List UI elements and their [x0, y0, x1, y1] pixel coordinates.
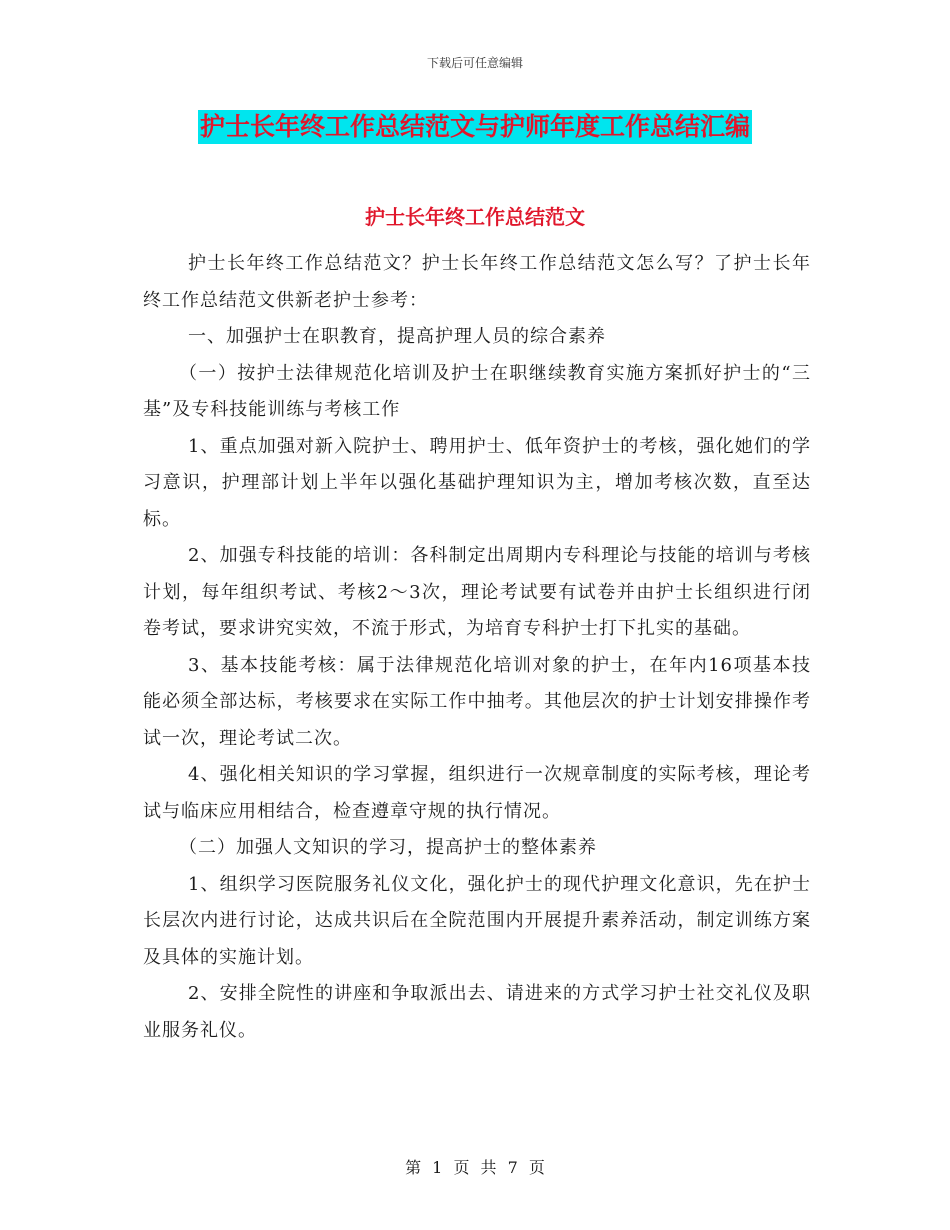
header-note: 下载后可任意编辑: [426, 56, 523, 70]
page-footer: 第 1 页 共 7 页: [405, 1158, 545, 1177]
section-title: 护士长年终工作总结范文: [365, 205, 585, 229]
paragraph-item-5: 1、组织学习医院服务礼仪文化，强化护士的现代护理文化意识，先在护士长层次内进行讨论，达成共识后在全院范围内开展提升素养活动，制定训练方案及具体的实施计划。: [143, 873, 811, 968]
document-body: [143, 246, 811, 1049]
paragraph-item-3: 3、基本技能考核：属于法律规范化培训对象的护士，在年内16项基本技能必须全部达标，考核要求在实际工作中抽考。其他层次的护士计划安排操作考试一次，理论考试二次。: [143, 654, 811, 749]
paragraph-item-2: 2、加强专科技能的培训：各科制定出周期内专科理论与技能的培训与考核计划，每年组织考试、考核2～3次，理论考试要有试卷并由护士长组织进行闭卷考试，要求讲究实效，不流于形式，为培育专科护士打下扎实的基础。: [143, 545, 811, 639]
paragraph-item-6: 2、安排全院性的讲座和争取派出去、请进来的方式学习护士社交礼仪及职业服务礼仪。: [143, 983, 811, 1041]
main-title-container: [0, 110, 950, 144]
paragraph-item-1: 1、重点加强对新入院护士、聘用护士、低年资护士的考核，强化她们的学习意识，护理部计划上半年以强化基础护理知识为主，增加考核次数，直至达标。: [143, 435, 811, 530]
paragraph-subheading-1: （一）按护士法律规范化培训及护士在职继续教育实施方案抓好护士的“三基”及专科技能训练与考核工作: [143, 362, 811, 420]
paragraph-item-4: 4、强化相关知识的学习掌握，组织进行一次规章制度的实际考核，理论考试与临床应用相结合，检查遵章守规的执行情况。: [143, 764, 811, 822]
main-title: 护士长年终工作总结范文与护师年度工作总结汇编: [198, 110, 752, 144]
paragraph-intro: 护士长年终工作总结范文？护士长年终工作总结范文怎么写？了护士长年终工作总结范文供新老护士参考：: [143, 253, 811, 311]
paragraph-subheading-2: （二）加强人文知识的学习，提高护士的整体素养: [179, 837, 597, 858]
paragraph-heading-1: 一、加强护士在职教育，提高护理人员的综合素养: [188, 326, 606, 347]
